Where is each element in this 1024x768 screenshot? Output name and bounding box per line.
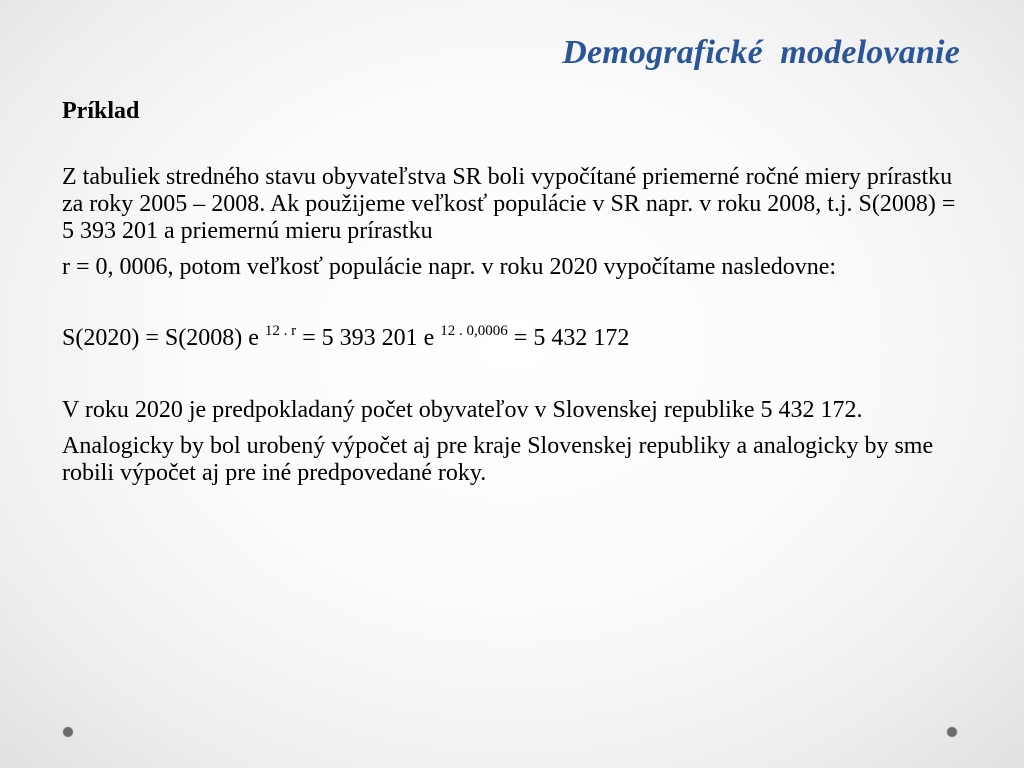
formula-exponent-2: 12 . 0,0006 <box>440 323 508 339</box>
paragraph-intro: Z tabuliek stredného stavu obyvateľstva SR boli vypočítané priemerné ročné miery prírastku za roky 2005 – 2008. Ak použijeme veľkosť populácie v SR napr. v roku 2008, t.j. S(2008) = 5 393 201 a priemernú mieru prírastku <box>62 164 956 244</box>
formula-exponent-1: 12 . r <box>264 323 297 339</box>
example-heading: Príklad <box>62 98 140 124</box>
formula-part-2: = 5 393 201 e <box>296 325 441 351</box>
paragraph-rate: r = 0, 0006, potom veľkosť populácie napr. v roku 2020 vypočítame nasledovne: <box>62 254 837 280</box>
formula-part-1: S(2020) = S(2008) e <box>62 325 265 351</box>
slide-content <box>62 98 962 487</box>
bullet-dot-left-icon <box>63 727 73 737</box>
formula <box>62 325 962 355</box>
slide-title: Demografické modelovanie <box>562 34 960 71</box>
bullet-dot-right-icon <box>947 727 957 737</box>
paragraph-analogy: Analogicky by bol urobený výpočet aj pre kraje Slovenskej republiky a analogicky by sme robili výpočet aj pre iné predpovedané roky. <box>62 433 934 486</box>
formula-result: = 5 432 172 <box>507 325 630 351</box>
paragraph-result: V roku 2020 je predpokladaný počet obyvateľov v Slovenskej republike 5 432 172. <box>62 397 863 423</box>
